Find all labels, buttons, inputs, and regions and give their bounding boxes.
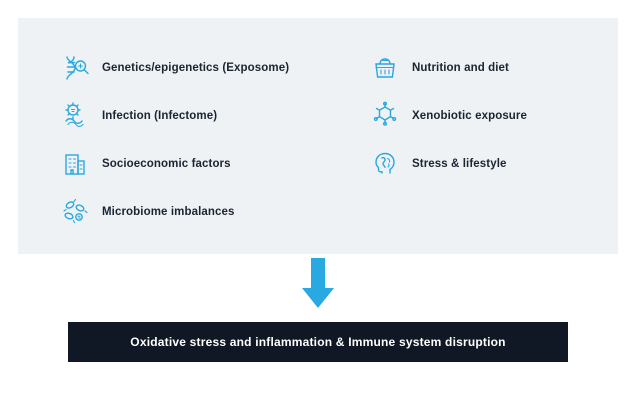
building-office-icon bbox=[58, 147, 92, 181]
factor-nutrition-diet bbox=[368, 44, 588, 92]
factors-column-right bbox=[368, 44, 588, 236]
factor-label: Infection (Infectome) bbox=[102, 110, 218, 122]
microbiome-cells-icon bbox=[58, 195, 92, 229]
factor-genetics-epigenetics bbox=[58, 44, 368, 92]
head-brain-icon bbox=[368, 147, 402, 181]
food-basket-icon bbox=[368, 51, 402, 85]
factors-grid bbox=[58, 44, 588, 236]
outcome-text: Oxidative stress and inflammation & Immune system disruption bbox=[130, 335, 506, 349]
contributing-factors-panel bbox=[18, 18, 618, 254]
factor-label: Socioeconomic factors bbox=[102, 158, 231, 170]
factor-label: Microbiome imbalances bbox=[102, 206, 235, 218]
factor-microbiome bbox=[58, 188, 368, 236]
factor-stress-lifestyle bbox=[368, 140, 588, 188]
factor-socioeconomic bbox=[58, 140, 368, 188]
factors-column-left bbox=[58, 44, 368, 236]
outcome-banner bbox=[68, 322, 568, 362]
factor-infection bbox=[58, 92, 368, 140]
virus-bacteria-icon bbox=[58, 99, 92, 133]
dna-magnifier-icon bbox=[58, 51, 92, 85]
down-arrow-icon bbox=[301, 258, 335, 310]
factor-label: Genetics/epigenetics (Exposome) bbox=[102, 62, 290, 74]
factor-label: Nutrition and diet bbox=[412, 62, 509, 74]
factor-label: Stress & lifestyle bbox=[412, 158, 507, 170]
factor-label: Xenobiotic exposure bbox=[412, 110, 528, 122]
factor-xenobiotic-exposure bbox=[368, 92, 588, 140]
chemical-molecule-icon bbox=[368, 99, 402, 133]
